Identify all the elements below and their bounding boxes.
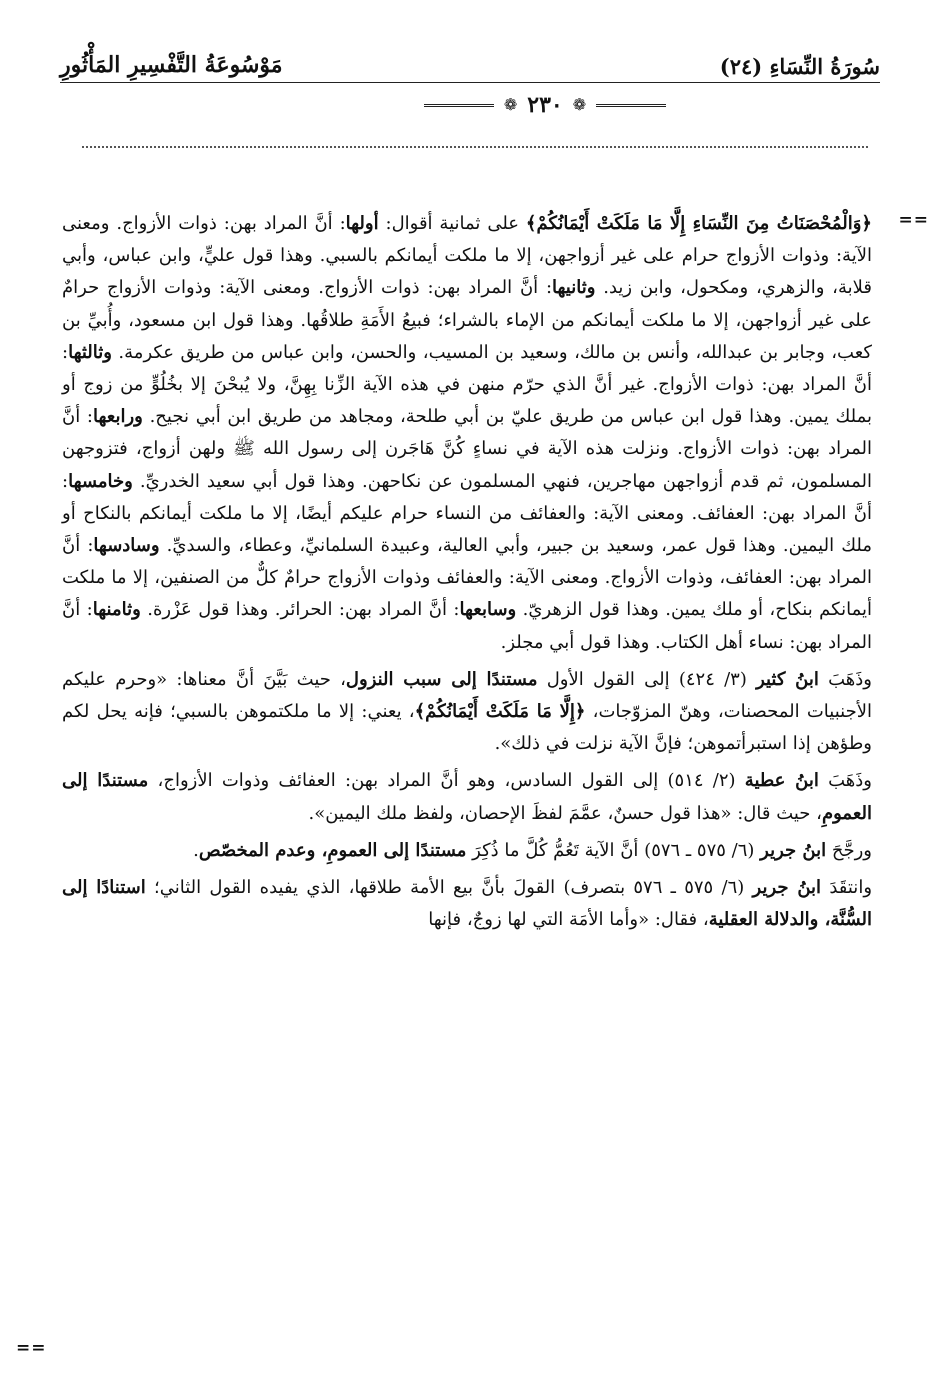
body-text <box>62 208 872 936</box>
bold-term: مستندًا إلى العمومِ <box>62 770 872 824</box>
text-segment: على ثمانية أقوال: <box>378 213 526 234</box>
surah-title: سُورَةُ النِّسَاءِ (٢٤) <box>719 54 880 79</box>
text-segment: ، حيث قال: «هذا قول حسنٌ، عمَّمَ لفظَ الإحصان، ولفظ ملك اليمين». <box>308 802 822 824</box>
bold-term: ورابعها <box>93 406 143 428</box>
text-segment: ، حيث بَيَّنَ أنَّ معناها: «وحرم عليكم الأجنبيات المحصنات، وهنّ المزوّجات، <box>62 668 872 723</box>
ornament-icon: ❁ <box>503 95 518 114</box>
bold-term: وثامنها <box>92 599 141 621</box>
text-segment: وانتقَدَ <box>821 877 873 899</box>
dotted-separator <box>82 146 868 148</box>
bold-term: مستندًا إلى العمومِ، وعدم المخصّص <box>198 839 467 861</box>
quran-verse: ﴿إِلَّا مَا مَلَكَتْ أَيْمَانُكُمْ﴾ <box>414 701 586 723</box>
page-number: ٢٣٠ <box>527 92 563 118</box>
paragraph <box>62 872 872 936</box>
bold-term: ابنُ عطية <box>744 770 819 792</box>
text-segment: (٦/ ٥٧٥ ـ ٥٧٦) أنَّ الآية تَعُمُّ كُلَّ ما ذُكِرَ <box>466 839 761 861</box>
ornament-line-right <box>596 104 666 107</box>
paragraph <box>62 835 872 867</box>
ornament-icon: ❁ <box>572 95 587 114</box>
text-segment: : أنَّ المراد بهن: الحرائر. وهذا قول عَزْرة. <box>140 599 460 621</box>
text-segment: : أنَّ المراد بهن: ذوات الأزواج. ومعنى الآية: وذوات الأزواج حرام على غير أزواجهن، إلا ما ملكت أيمانكم بالسبي. وهذا قول عليٍّ، وابن عباس، وأبي قلابة، والزهري، ومكحول، وابن زيد. <box>62 213 872 299</box>
text-segment: ، فقال: «وأما الأمَة التي لها زوجٌ، فإنها <box>428 909 709 931</box>
text-segment: : أنَّ المراد بهن: ذوات الأزواج. غير أنَّ الذي حرّم منهن في هذه الآية الزِّنا بِهِنَّ، ولا يُبحْنَ إلا بخُلُوٍّ من زوج أو بملك يمين. وهذا قول ابن عباس من طريق عليّ بن أبي طلحة، ومجاهد من طريق ابن أبي نجيح. <box>62 341 872 428</box>
book-title: مَوْسُوعَةُ التَّفْسِيرِ المَأْثُورِ <box>60 52 283 78</box>
continuation-mark-top: == <box>898 210 929 230</box>
paragraph <box>62 765 872 829</box>
text-segment: وذَهَبَ <box>818 770 872 792</box>
bold-term: وسادسها <box>93 535 160 557</box>
paragraph <box>62 208 872 659</box>
bold-term: ابنُ كثير <box>756 668 819 690</box>
bold-term: أولها <box>345 213 379 234</box>
page-number-bar <box>415 90 675 120</box>
text-segment: ورجَّحَ <box>826 839 872 861</box>
quran-verse: ﴿وَالْمُحْصَنَاتُ مِنَ النِّسَاءِ إِلَّا مَا مَلَكَتْ أَيْمَانُكُمْ﴾ <box>525 213 872 234</box>
bold-term: وسابعها <box>459 599 517 621</box>
text-segment: : أنَّ المراد بهن: ذوات الأزواج. ومعنى الآية: وذوات الأزواج حرامٌ على غير أزواجهن، إلا ما ملكت أيمانكم من الإماء بالشراء؛ فبيعُ الأَمَةِ طلاقُها. وهذا قول ابن مسعود، وأُبيِّ بن كعب، وجابر بن عبدالله، وأنس بن مالك، وسعيد بن المسيب، والحسن، وابن عباس من طريق عكرمة. <box>62 277 872 363</box>
text-segment: : أنَّ المراد بهن: العفائف، وذوات الأزواج. ومعنى الآية: والعفائف وذوات الأزواج حرامٌ كلٌّ من الصنفين، إلا ما ملكت أيمانكم بنكاح، أو ملك يمين. وهذا قول الزهريّ. <box>62 535 872 621</box>
bold-term: ابنُ جرير <box>752 877 822 899</box>
bold-term: وثالثها <box>68 341 112 363</box>
text-segment: : أنَّ المراد بهن: العفائف. ومعنى الآية: والعفائف من النساء حرام عليكم أيضًا، إلا ما ملكت أيمانكم بالنكاح أو ملك اليمين. وهذا قول عمر، وسعيد بن جبير، وأبي العالية، وعبيدة السلمانيِّ، وعطاء، والسديِّ. <box>62 470 872 557</box>
bold-term: وثانيها <box>552 277 596 299</box>
bold-term: وخامسها <box>68 470 133 492</box>
text-segment: (٢/ ٥١٤) إلى القول السادس، وهو أنَّ المراد بهن: العفائف وذوات الأزواج، <box>148 770 745 792</box>
paragraph <box>62 664 872 761</box>
text-segment: . <box>193 839 199 861</box>
text-segment: ، يعني: إلا ما ملكتموهن بالسبي؛ فإنه يحل لكم وطؤهن إذا استبرأتموهن؛ فإنَّ الآية نزلت في ذلك». <box>62 701 872 755</box>
ornament-line-left <box>424 104 494 107</box>
header-rule <box>60 82 880 83</box>
text-segment: (٦/ ٥٧٥ ـ ٥٧٦ بتصرف) القولَ بأنَّ بيع الأمة طلاقها، الذي يفيده القول الثاني؛ <box>145 877 753 899</box>
bold-term: ابنُ جرير <box>760 839 827 861</box>
continuation-mark-bottom: == <box>16 1338 47 1358</box>
bold-term: مستندًا إلى سبب النزول <box>345 668 538 690</box>
bold-term: استنادًا إلى السُّنَّة، والدلالة العقلية <box>62 877 872 931</box>
text-segment: وذَهَبَ <box>818 668 872 690</box>
text-segment: (٣/ ٤٢٤) إلى القول الأول <box>537 668 757 690</box>
text-segment: : أنَّ المراد بهن: ذوات الأزواج. ونزلت هذه الآية في نساءٍ كُنَّ هَاجَرن إلى رسول الله ﷺ ولهن أزواج، فتزوجهن المسلمون، ثم قدم أزواجهن مهاجرين، فنهي المسلمون عن نكاحهن. وهذا قول أبي سعيد الخدريِّ. <box>62 406 872 492</box>
text-segment: : أنَّ المراد بهن: نساء أهل الكتاب. وهذا قول أبي مجلز. <box>62 599 872 653</box>
